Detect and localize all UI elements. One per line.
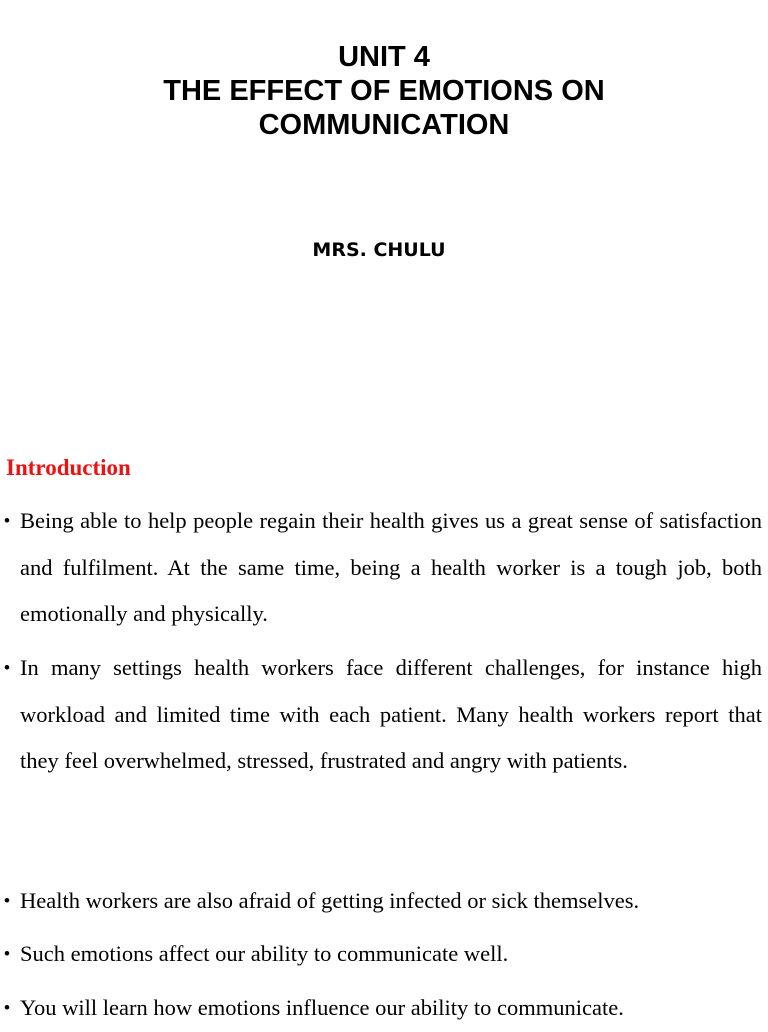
bullet-item (4, 878, 762, 925)
bullet-dot-icon: • (4, 998, 10, 1017)
title-topic-line-2: COMMUNICATION (258, 109, 510, 141)
bullet-text: Such emotions affect our ability to communicate well. (20, 941, 509, 966)
bullet-dot-icon: • (4, 944, 10, 963)
bullet-dot-icon: • (4, 511, 10, 530)
bullet-item (4, 645, 762, 785)
bullet-text: Health workers are also afraid of getting infected or sick themselves. (20, 888, 640, 913)
title-topic-line-1: THE EFFECT OF EMOTIONS ON (163, 75, 605, 107)
bullet-dot-icon: • (4, 658, 10, 677)
bullet-text: In many settings health workers face different challenges, for instance high workload and limited time with each patient. Many health workers report that they feel overwhelmed, stressed, frustrated and angry with patients. (20, 655, 762, 773)
title-unit: UNIT 4 (338, 41, 430, 73)
bullet-text: You will learn how emotions influence our ability to communicate. (20, 995, 624, 1020)
introduction-heading: Introduction (6, 455, 131, 480)
bullet-item (4, 931, 762, 978)
bullet-text: Being able to help people regain their health gives us a great sense of satisfaction and fulfilment. At the same time, being a health worker is a tough job, both emotionally and physically. (20, 508, 762, 626)
author-name: MRS. CHULU (312, 239, 446, 261)
bullet-item (4, 498, 762, 638)
bullet-item (4, 985, 762, 1032)
bullet-dot-icon: • (4, 891, 10, 910)
